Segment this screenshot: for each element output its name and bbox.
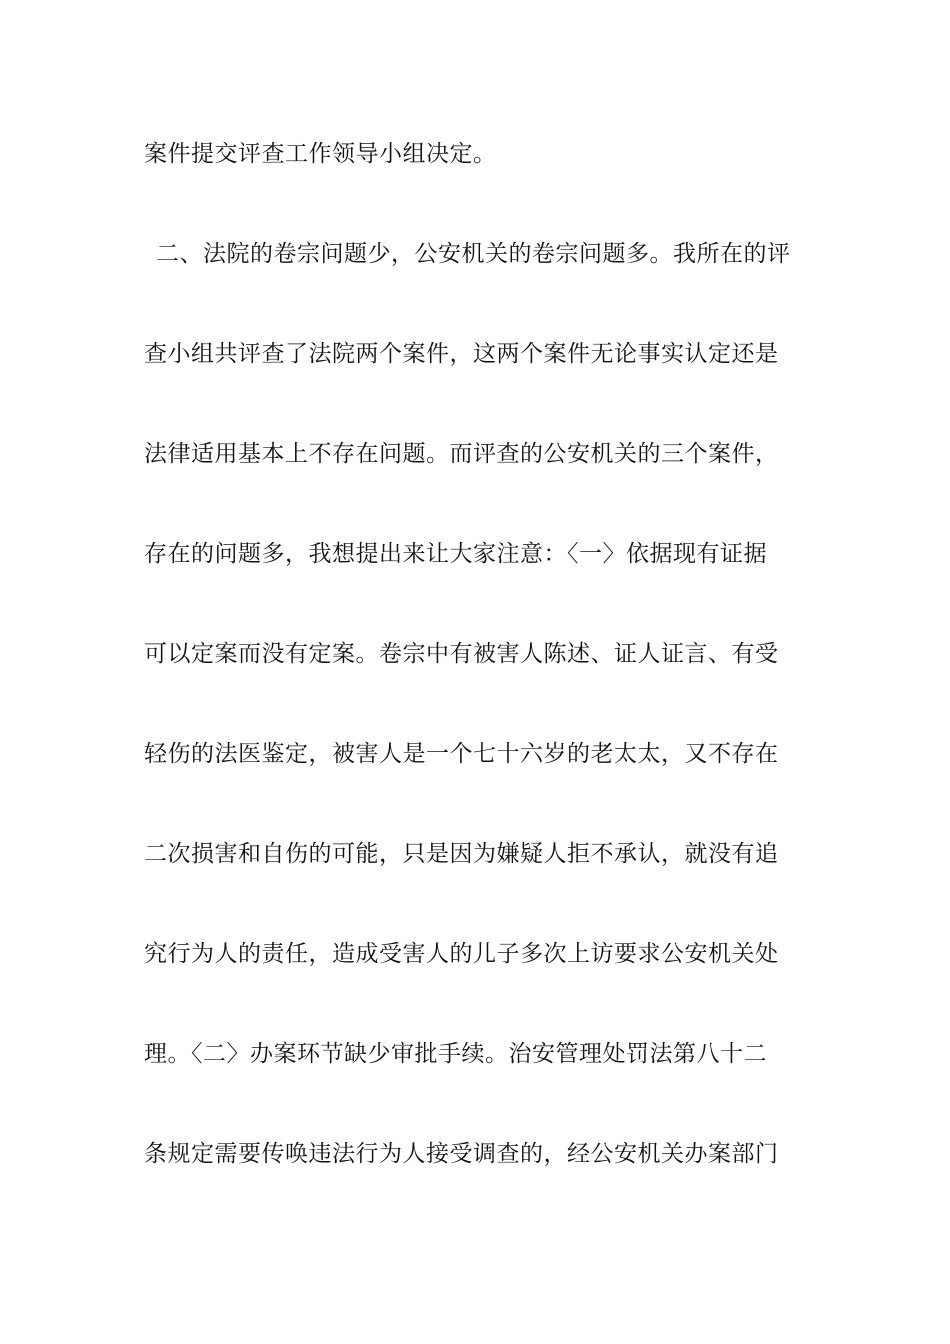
text-line-3: 查小组共评查了法院两个案件，这两个案件无论事实认定还是 — [144, 341, 779, 367]
text-line-9: 究行为人的责任，造成受害人的儿子多次上访要求公安机关处 — [144, 941, 779, 967]
text-line-6: 可以定案而没有定案。卷宗中有被害人陈述、证人证言、有受 — [144, 641, 779, 667]
text-line-4: 法律适用基本上不存在问题。而评查的公安机关的三个案件， — [144, 441, 779, 467]
document-body — [144, 130, 814, 1230]
text-line-10: 理。〈二〉办案环节缺少审批手续。治安管理处罚法第八十二 — [144, 1041, 767, 1067]
text-line-1: 案件提交评查工作领导小组决定。 — [144, 141, 497, 167]
text-line-5: 存在的问题多，我想提出来让大家注意：〈一〉依据现有证据 — [144, 541, 767, 567]
text-line-8: 二次损害和自伤的可能，只是因为嫌疑人拒不承认，就没有追 — [144, 841, 779, 867]
text-line-11: 条规定需要传唤违法行为人接受调查的，经公安机关办案部门 — [144, 1141, 779, 1167]
text-line-7: 轻伤的法医鉴定，被害人是一个七十六岁的老太太，又不存在 — [144, 741, 779, 767]
text-line-2: 二、法院的卷宗问题少，公安机关的卷宗问题多。我所在的评 — [156, 241, 791, 267]
